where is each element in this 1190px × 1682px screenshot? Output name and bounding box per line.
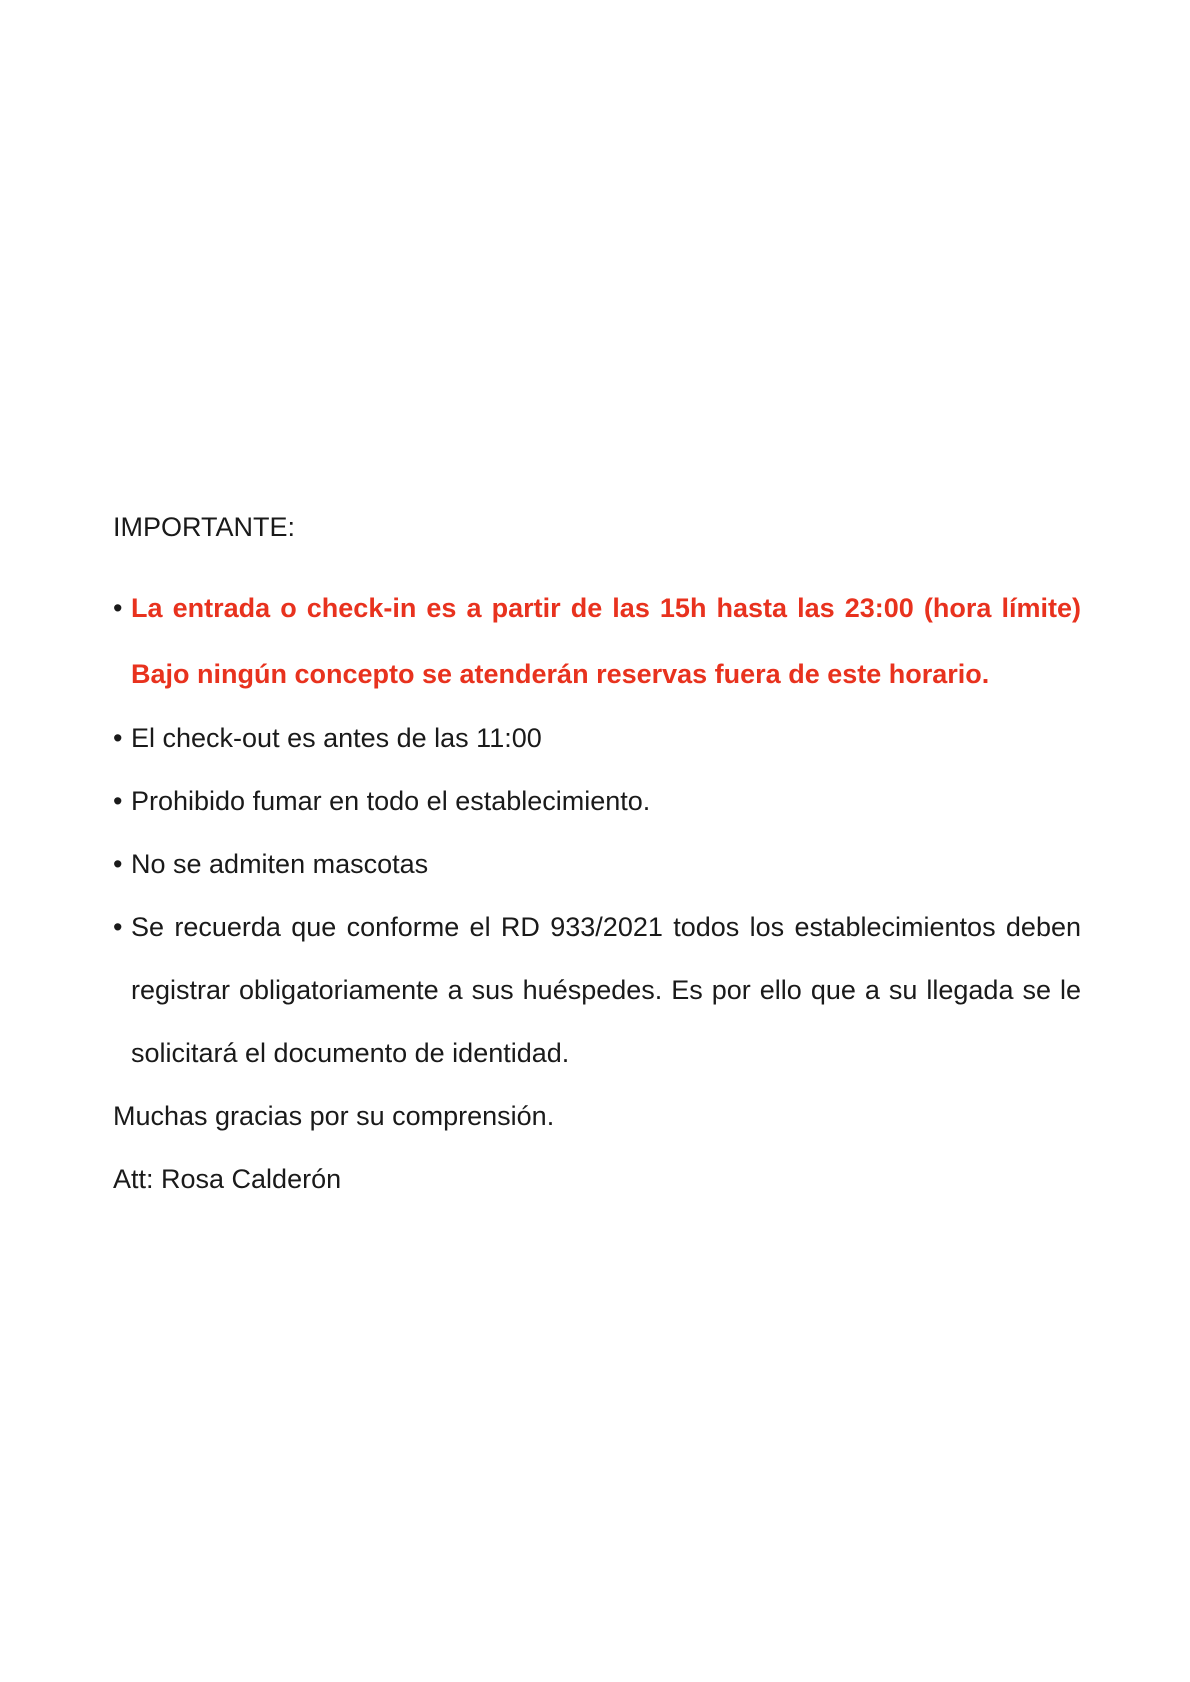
- signature: Att: Rosa Calderón: [113, 1164, 342, 1194]
- rule-text: Prohibido fumar en todo el establecimiento.: [131, 786, 651, 816]
- bullet-icon: •: [113, 912, 123, 942]
- notice-heading: IMPORTANTE:: [113, 512, 296, 542]
- rule-no-smoking: [113, 770, 1081, 833]
- rule-checkin-hours: [113, 575, 1081, 707]
- rule-guest-registration: [113, 896, 1081, 1085]
- notice-document: [113, 505, 1081, 1211]
- bullet-icon: •: [113, 593, 123, 623]
- rule-text: No se admiten mascotas: [131, 849, 429, 879]
- bullet-icon: •: [113, 849, 123, 879]
- thanks-line: Muchas gracias por su comprensión.: [113, 1101, 555, 1131]
- rule-text: La entrada o check-in es a partir de las 15h hasta las 23:00 (hora límite) Bajo ningún concepto se atenderán reservas fuera de este horario.: [131, 593, 1081, 689]
- rule-no-pets: [113, 833, 1081, 896]
- rule-checkout: [113, 707, 1081, 770]
- bullet-icon: •: [113, 786, 123, 816]
- rules-list: [113, 575, 1081, 1085]
- rule-text: El check-out es antes de las 11:00: [131, 723, 542, 753]
- rule-text: Se recuerda que conforme el RD 933/2021 todos los establecimientos deben registrar obligatoriamente a sus huéspedes. Es por ello que a su llegada se le solicitará el documento de identidad.: [131, 912, 1081, 1068]
- bullet-icon: •: [113, 723, 123, 753]
